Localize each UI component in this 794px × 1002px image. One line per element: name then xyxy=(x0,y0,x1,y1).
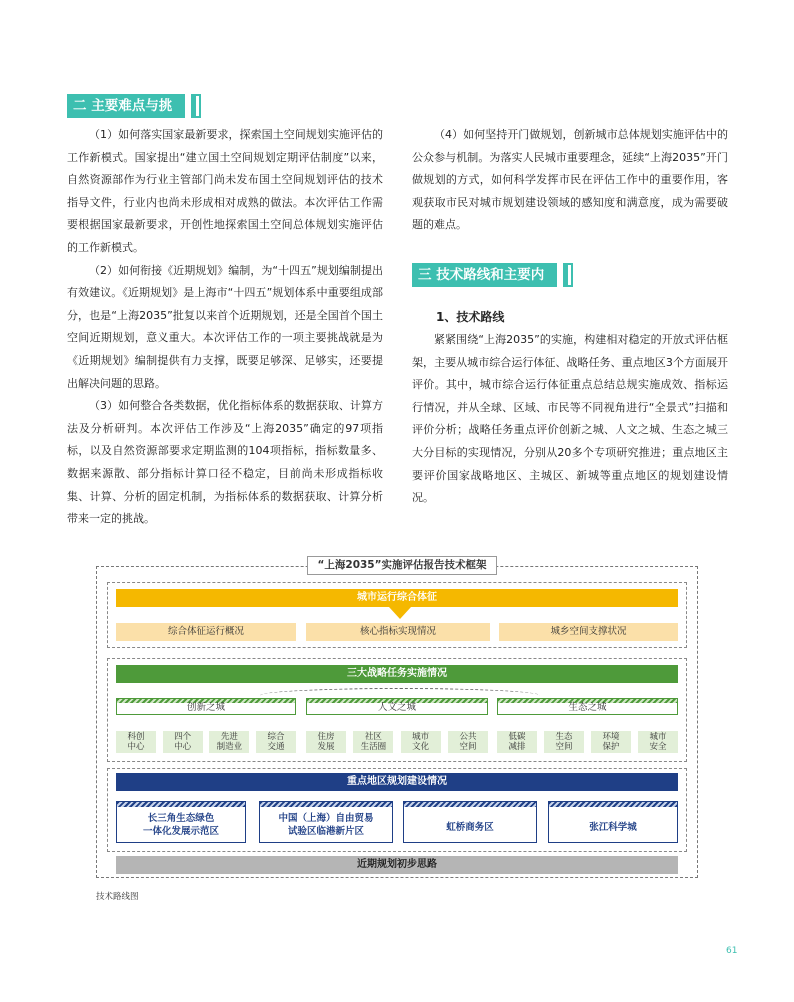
task-item: 公共 空间 xyxy=(448,731,488,753)
area-yangtze-delta xyxy=(116,801,246,843)
task-item: 四个 中心 xyxy=(163,731,203,753)
stripe-decoration xyxy=(260,802,392,807)
section-heading-3-text: 三 技术路线和主要内容 xyxy=(418,267,545,307)
paragraph: 紧紧围绕“上海2035”的实施，构建相对稳定的开放式评估框架，主要从城市综合运行体征、战略任务、重点地区3个方面展开评价。其中，城市综合运行体征重点总结总规实施成效、指标运行情况，并从全球、区域、市民等不同视角进行“全景式”扫描和评价分析；战略任务重点评价创新之城、人文之城、生态之城三大分目标的实现情况，分别从20多个专项研究推进；重点地区主要评价国家战略地区、主城区、新城等重点地区的规划建设情况。 xyxy=(412,333,728,505)
paragraph: （2）如何衔接《近期规划》编制，为“十四五”规划编制提出有效建议。《近期规划》是上海市“十四五”规划体系中重要组成部分，也是“上海2035”批复以来首个近期规划，还是全国首个国土空间近期规划，意义重大。本次评估工作的一项主要挑战就是为《近期规划》编制提供有力支撑，既要足够深、足够实，还要提出解决问题的思路。 xyxy=(67,263,383,390)
heading-bracket-icon xyxy=(191,94,201,118)
area-lingang xyxy=(259,801,393,843)
area-zhangjiang xyxy=(548,801,678,843)
city-culture xyxy=(306,698,488,715)
bar-key-areas: 重点地区规划建设情况 xyxy=(116,773,678,791)
stripe-decoration xyxy=(117,802,245,807)
arrow-down-icon xyxy=(389,607,411,619)
right-column xyxy=(412,124,728,237)
task-item: 低碳 减排 xyxy=(497,731,537,753)
page-number: 61 xyxy=(726,946,738,956)
section-heading-2-text: 二 主要难点与挑战 xyxy=(73,98,173,138)
stripe-decoration xyxy=(404,802,536,807)
box-sign-overview: 综合体征运行概况 xyxy=(116,623,296,641)
city-ecology-label: 生态之城 xyxy=(568,702,607,713)
framework-title: “上海2035”实施评估报告技术框架 xyxy=(307,556,497,575)
area-hongqiao-label: 虹桥商务区 xyxy=(446,822,494,833)
left-column xyxy=(67,124,383,531)
box-space-support: 城乡空间支撑状况 xyxy=(499,623,678,641)
area-yangtze-delta-label: 长三角生态绿色 一体化发展示范区 xyxy=(142,813,219,837)
task-item: 科创 中心 xyxy=(116,731,156,753)
paragraph: （3）如何整合各类数据，优化指标体系的数据获取、计算方法及分析研判。本次评估工作涉及“上海2035”确定的97项指标，以及自然资源部要求定期监测的104项指标，指标数量多、数据来源散、部分指标计算口径不稳定，目前尚未形成指标收集、计算、分析的固定机制，为指标体系的数据获取、计算分析带来一定的挑战。 xyxy=(67,399,383,526)
section-heading-3 xyxy=(412,263,557,307)
area-hongqiao xyxy=(403,801,537,843)
city-innovation xyxy=(116,698,296,715)
stripe-decoration xyxy=(549,802,677,807)
subheading-tech-route: 1、技术路线 xyxy=(436,310,505,324)
figure-caption: 技术路线图 xyxy=(96,892,139,902)
bar-strategic-tasks: 三大战略任务实施情况 xyxy=(116,665,678,683)
task-item: 生态 空间 xyxy=(544,731,584,753)
area-zhangjiang-label: 张江科学城 xyxy=(589,822,637,833)
area-lingang-label: 中国（上海）自由贸易 试验区临港新片区 xyxy=(278,813,374,837)
city-innovation-label: 创新之城 xyxy=(186,702,225,713)
bar-city-operation: 城市运行综合体征 xyxy=(116,589,678,607)
task-item: 城市 文化 xyxy=(401,731,441,753)
section-heading-2 xyxy=(67,94,185,138)
task-item: 社区 生活圈 xyxy=(353,731,393,753)
task-item: 综合 交通 xyxy=(256,731,296,753)
city-culture-label: 人文之城 xyxy=(377,702,416,713)
paragraph: （4）如何坚持开门做规划，创新城市总体规划实施评估中的公众参与机制。为落实人民城市重要理念，延续“上海2035”开门做规划的方式，如何科学发挥市民在评估工作中的重要作用，客观获取市民对城市规划建设领域的感知度和满意度，成为需要破题的难点。 xyxy=(412,128,728,232)
city-ecology xyxy=(497,698,678,715)
box-core-indicators: 核心指标实现情况 xyxy=(306,623,490,641)
heading-bracket-icon xyxy=(563,263,573,287)
task-item: 住房 发展 xyxy=(306,731,346,753)
task-item: 环境 保护 xyxy=(591,731,631,753)
task-item: 先进 制造业 xyxy=(209,731,249,753)
task-item: 城市 安全 xyxy=(638,731,678,753)
right-column-lower xyxy=(412,305,728,510)
paragraph: （1）如何落实国家最新要求，探索国土空间规划实施评估的工作新模式。国家提出“建立国土空间规划定期评估制度”以来，自然资源部作为行业主管部门尚未发布国土空间规划评估的技术指导文件，行业内也尚未形成相对成熟的做法。本次评估工作需要根据国家最新要求，开创性地探索国土空间总体规划实施评估的工作新模式。 xyxy=(67,128,383,254)
bar-near-term: 近期规划初步思路 xyxy=(116,856,678,874)
